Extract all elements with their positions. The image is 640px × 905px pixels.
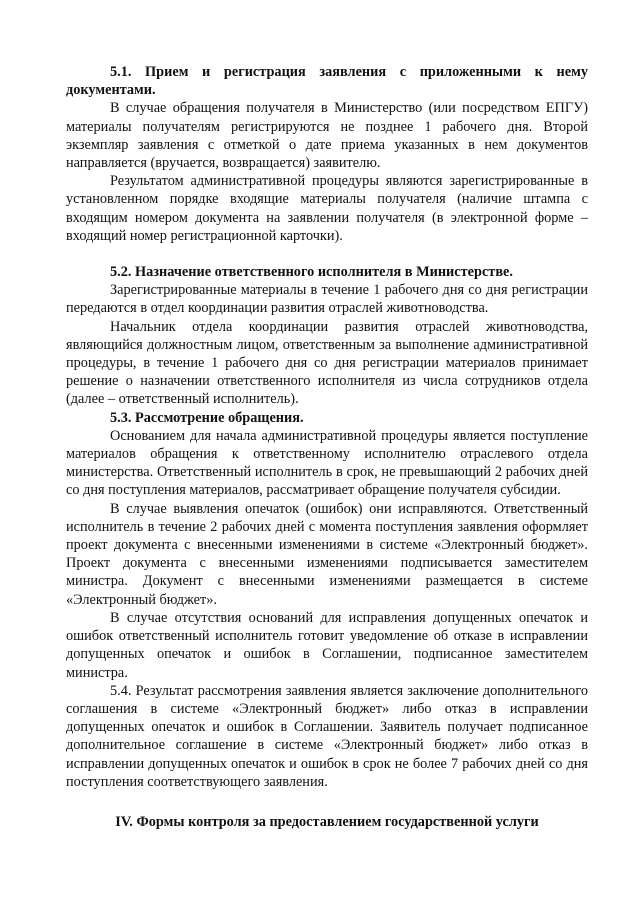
spacer [66,245,588,263]
spacer [66,791,588,813]
section-5-2-paragraph-1: Зарегистрированные материалы в течение 1 рабочего дня со дня регистрации передаются в отдел координации развития отраслей животноводства. [66,282,588,317]
section-5-1-heading: 5.1. Прием и регистрация заявления с приложенными к нему документами. [66,64,588,99]
section-5-3-paragraph-3: В случае отсутствия оснований для исправления допущенных опечаток и ошибок ответственный исполнитель готовит уведомление об отказе в исправлении допущенных опечаток и ошибок в Соглашении, подписанное заместителем министра. [66,609,588,681]
section-5-3-paragraph-2: В случае выявления опечаток (ошибок) они исправляются. Ответственный исполнитель в течение 2 рабочих дней с момента поступления заявления оформляет проект документа с внесенными изменениями в системе «Электронный бюджет». Проект документа с внесенными изменениями подписывается заместителем министра. Документ с внесенными изменениями размещается в системе «Электронный бюджет». [66,500,588,608]
section-5-2-heading: 5.2. Назначение ответственного исполнителя в Министерстве. [110,264,513,281]
section-5-2-paragraph-2: Начальник отдела координации развития отраслей животноводства, являющийся должностным лицом, ответственным за выполнение административной процедуры, в течение 1 рабочего дня со дня регистрации материалов принимает решение о назначении ответственного исполнителя из числа сотрудников отдела (далее – ответственный исполнитель). [66,318,588,408]
section-iv-heading: IV. Формы контроля за предоставлением государственной услуги [115,813,539,830]
section-5-1-paragraph-1: В случае обращения получателя в Министерство (или посредством ЕПГУ) материалы получателям регистрируются не позднее 1 рабочего дня. Второй экземпляр заявления с отметкой о дате приема указанных в нем документов направляется (вручается, возвращается) заявителю. [66,100,588,172]
section-5-4-paragraph: 5.4. Результат рассмотрения заявления является заключение дополнительного соглашения в системе «Электронный бюджет» либо отказ в исправлении допущенных опечаток и ошибок в Соглашении. Заявитель получает подписанное дополнительное соглашение в системе «Электронный бюджет» либо отказ в исправлении допущенных опечаток и ошибок в срок не более 7 рабочих дней со дня поступления соответствующего заявления. [66,682,588,790]
section-5-1-paragraph-2: Результатом административной процедуры являются зарегистрированные в установленном порядке входящие материалы получателя (наличие штампа с входящим номером документа на заявлении получателя (в электронной форме – входящий номер регистрационной карточки). [66,173,588,244]
section-5-3-heading: 5.3. Рассмотрение обращения. [110,409,304,426]
section-5-3-paragraph-1: Основанием для начала административной процедуры является поступление материалов обращения к ответственному исполнителю отраслевого отдела министерства. Ответственный исполнитель в срок, не превышающий 2 рабочих дней со дня поступления материалов, рассматривает обращение получателя субсидии. [66,427,588,499]
